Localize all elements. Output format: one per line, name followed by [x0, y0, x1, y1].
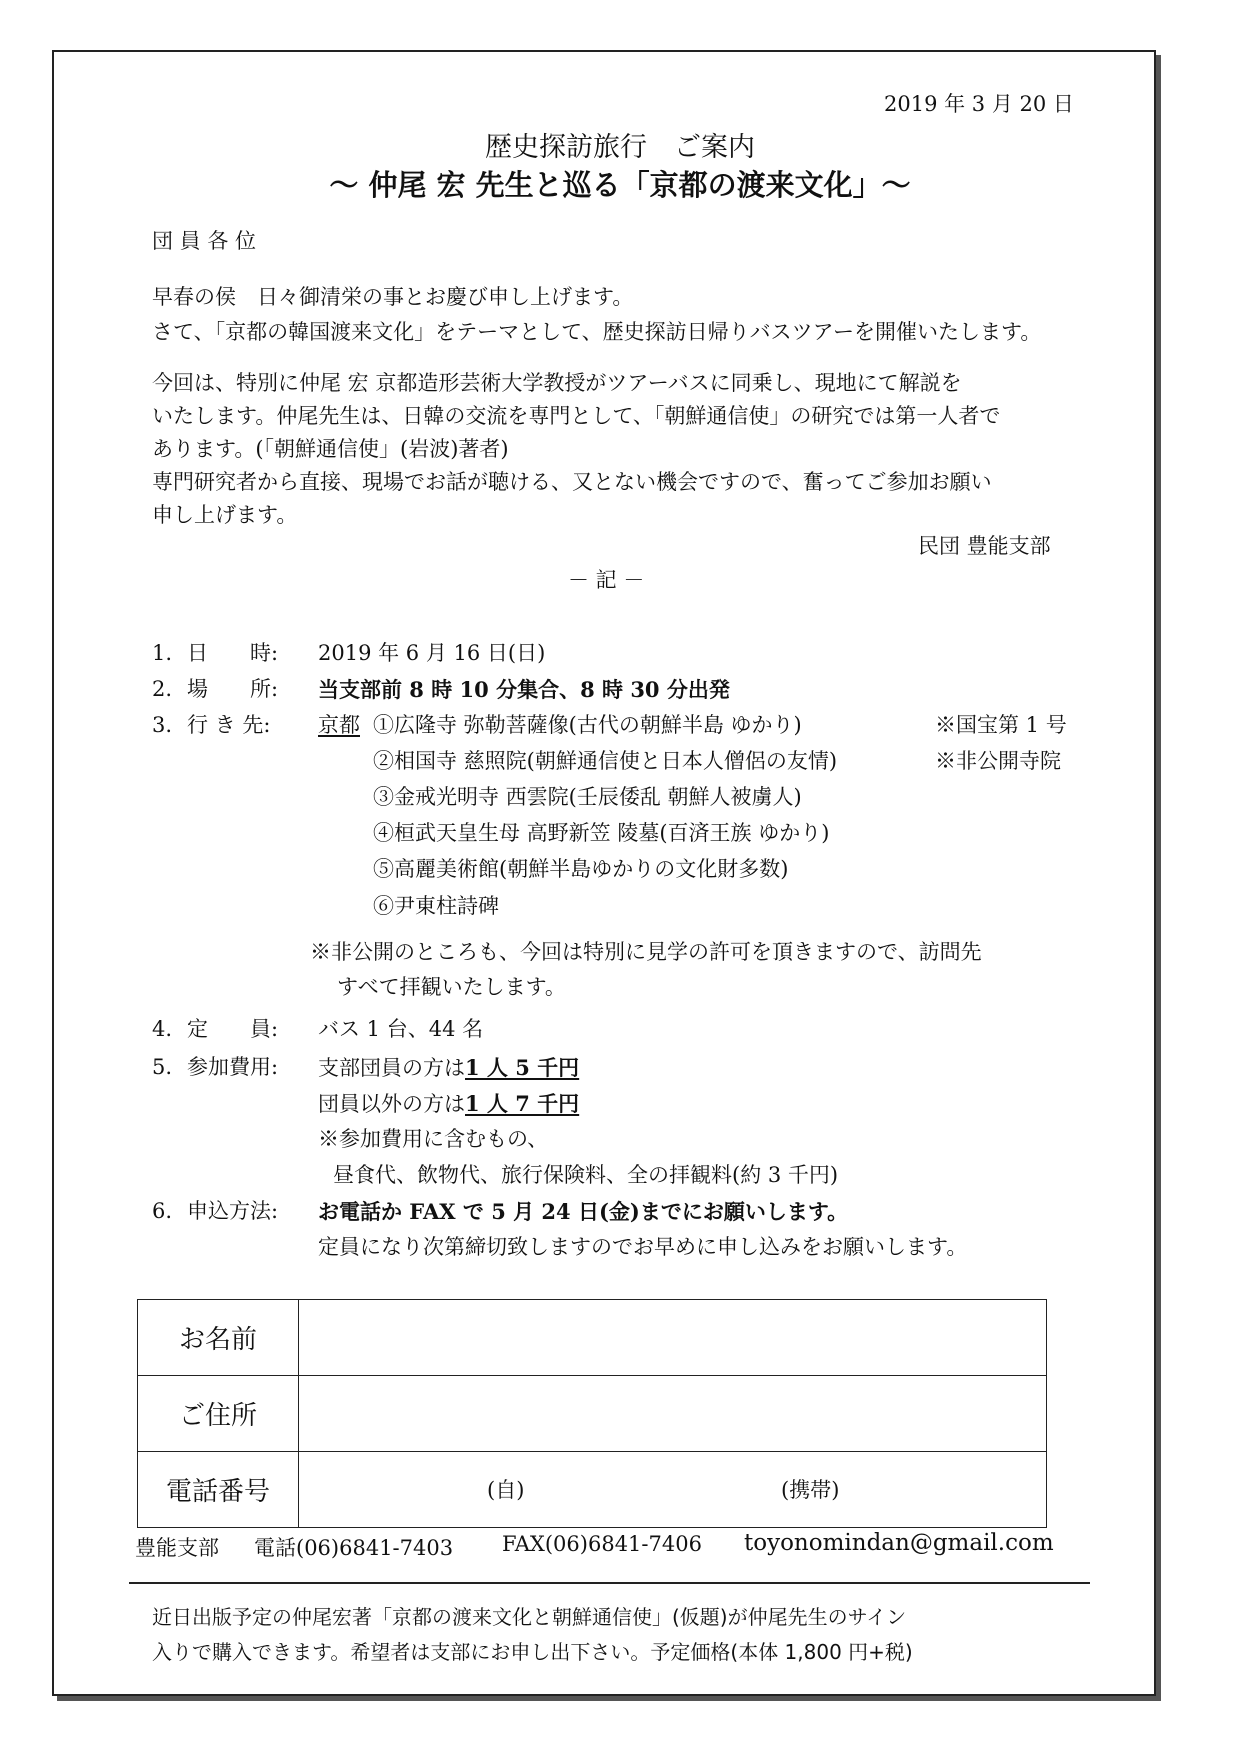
phone-mobile-label: (携帯) [781, 1478, 840, 1502]
item-number: 5. [152, 1055, 173, 1079]
item-number: 6. [152, 1199, 173, 1223]
intro-line: 今回は、特別に仲尾 宏 京都造形芸術大学教授がツアーバスに同乗し、現地にて解説を [152, 371, 962, 395]
title-text: 歴史探訪旅行 ご案内 [485, 132, 755, 163]
salutation: 団 員 各 位 [152, 229, 257, 253]
contact-fax: FAX(06)6841-7406 [502, 1532, 702, 1556]
signature: 民団 豊能支部 [918, 534, 1051, 558]
fee-nonmember-line [318, 1091, 579, 1117]
item-value-apply: お電話か FAX で 5 月 24 日(金)までにお願いします。 [318, 1199, 849, 1224]
document-date: 2019 年 3 月 20 日 [884, 92, 1074, 116]
footer-notice-line: 入りで購入できます。希望者は支部にお申し出下さい。予定価格(本体 1,800 円+税) [152, 1640, 913, 1664]
address-field[interactable] [299, 1376, 1047, 1452]
document-subtitle [0, 163, 1240, 204]
item-value-capacity: バス 1 台、44 名 [318, 1017, 484, 1041]
item-label-apply: 申込方法: [187, 1199, 279, 1223]
item-number: 2. [152, 677, 173, 701]
intro-line: 専門研究者から直接、現場でお話が聴ける、又とない機会ですので、奮ってご参加お願い [152, 470, 992, 494]
destination-note: ※非公開寺院 [935, 749, 1061, 773]
name-label: お名前 [138, 1300, 299, 1376]
item-label-capacity: 定 員: [187, 1017, 279, 1041]
item-number: 1. [152, 641, 173, 665]
destination-city: 京都 [318, 713, 360, 737]
phone-field[interactable] [299, 1452, 1047, 1528]
fee-member-line [318, 1055, 579, 1081]
footer-notice-line: 近日出版予定の仲尾宏著「京都の渡来文化と朝鮮通信使」(仮題)が仲尾先生のサイン [152, 1605, 907, 1629]
destination-spot: ⑤高麗美術館(朝鮮半島ゆかりの文化財多数) [373, 857, 789, 881]
fee-member-price: 1 人 5 千円 [465, 1055, 580, 1080]
intro-line: 申し上げます。 [152, 503, 298, 527]
name-field[interactable] [299, 1300, 1047, 1376]
intro-line: 早春の侯 日々御清栄の事とお慶び申し上げます。 [152, 285, 634, 309]
form-row-phone [138, 1452, 1047, 1528]
contact-tel: 電話(06)6841-7403 [254, 1536, 454, 1560]
item-label-fee: 参加費用: [187, 1055, 279, 1079]
phone-label: 電話番号 [138, 1452, 299, 1528]
item-label-destination: 行 き 先: [187, 713, 271, 737]
item-value-date: 2019 年 6 月 16 日(日) [318, 641, 546, 665]
contact-branch: 豊能支部 [135, 1536, 219, 1560]
application-form [137, 1299, 1047, 1528]
destination-spot: ⑥尹東柱詩碑 [373, 894, 499, 918]
address-label: ご住所 [138, 1376, 299, 1452]
destination-remark: ※非公開のところも、今回は特別に見学の許可を頂きますので、訪問先 [310, 940, 982, 964]
destination-spot: ④桓武天皇生母 高野新笠 陵墓(百済王族 ゆかり) [373, 821, 830, 845]
destination-spot: ②相国寺 慈照院(朝鮮通信使と日本人僧侶の友情) [373, 749, 838, 773]
contact-email: toyonomindan@gmail.com [744, 1530, 1054, 1556]
ki-heading: － 記 － [568, 568, 645, 592]
destination-note: ※国宝第 1 号 [935, 713, 1067, 737]
item-label-date: 日 時: [187, 641, 279, 665]
subtitle-text: ～ 仲尾 宏 先生と巡る「京都の渡来文化」～ [329, 168, 911, 202]
fee-nonmember-price: 1 人 7 千円 [465, 1091, 580, 1116]
fee-includes: ※参加費用に含むもの、 [318, 1127, 549, 1151]
divider [129, 1582, 1090, 1584]
document-title [0, 125, 1240, 164]
destination-remark: すべて拝観いたします。 [337, 975, 566, 999]
fee-member-prefix: 支部団員の方は [318, 1056, 465, 1080]
item-value-place: 当支部前 8 時 10 分集合、8 時 30 分出発 [318, 677, 730, 702]
item-label-place: 場 所: [187, 677, 279, 701]
fee-nonmember-prefix: 団員以外の方は [318, 1092, 465, 1116]
fee-includes: 昼食代、飲物代、旅行保険料、全の拝観料(約 3 千円) [333, 1163, 839, 1187]
form-row-name [138, 1300, 1047, 1376]
intro-line: あります。(「朝鮮通信使」(岩波)著者) [152, 437, 509, 461]
item-number: 4. [152, 1017, 173, 1041]
apply-note: 定員になり次第締切致しますのでお早めに申し込みをお願いします。 [318, 1235, 968, 1259]
intro-line: さて、「京都の韓国渡来文化」をテーマとして、歴史探訪日帰りバスツアーを開催いたします。 [152, 320, 1042, 344]
intro-line: いたします。仲尾先生は、日韓の交流を専門として、「朝鮮通信使」の研究では第一人者で [152, 404, 1001, 428]
item-number: 3. [152, 713, 173, 737]
phone-home-label: (自) [487, 1478, 525, 1502]
destination-spot: ①広隆寺 弥勒菩薩像(古代の朝鮮半島 ゆかり) [373, 713, 802, 737]
form-row-address [138, 1376, 1047, 1452]
destination-spot: ③金戒光明寺 西雲院(壬辰倭乱 朝鮮人被虜人) [373, 785, 802, 809]
